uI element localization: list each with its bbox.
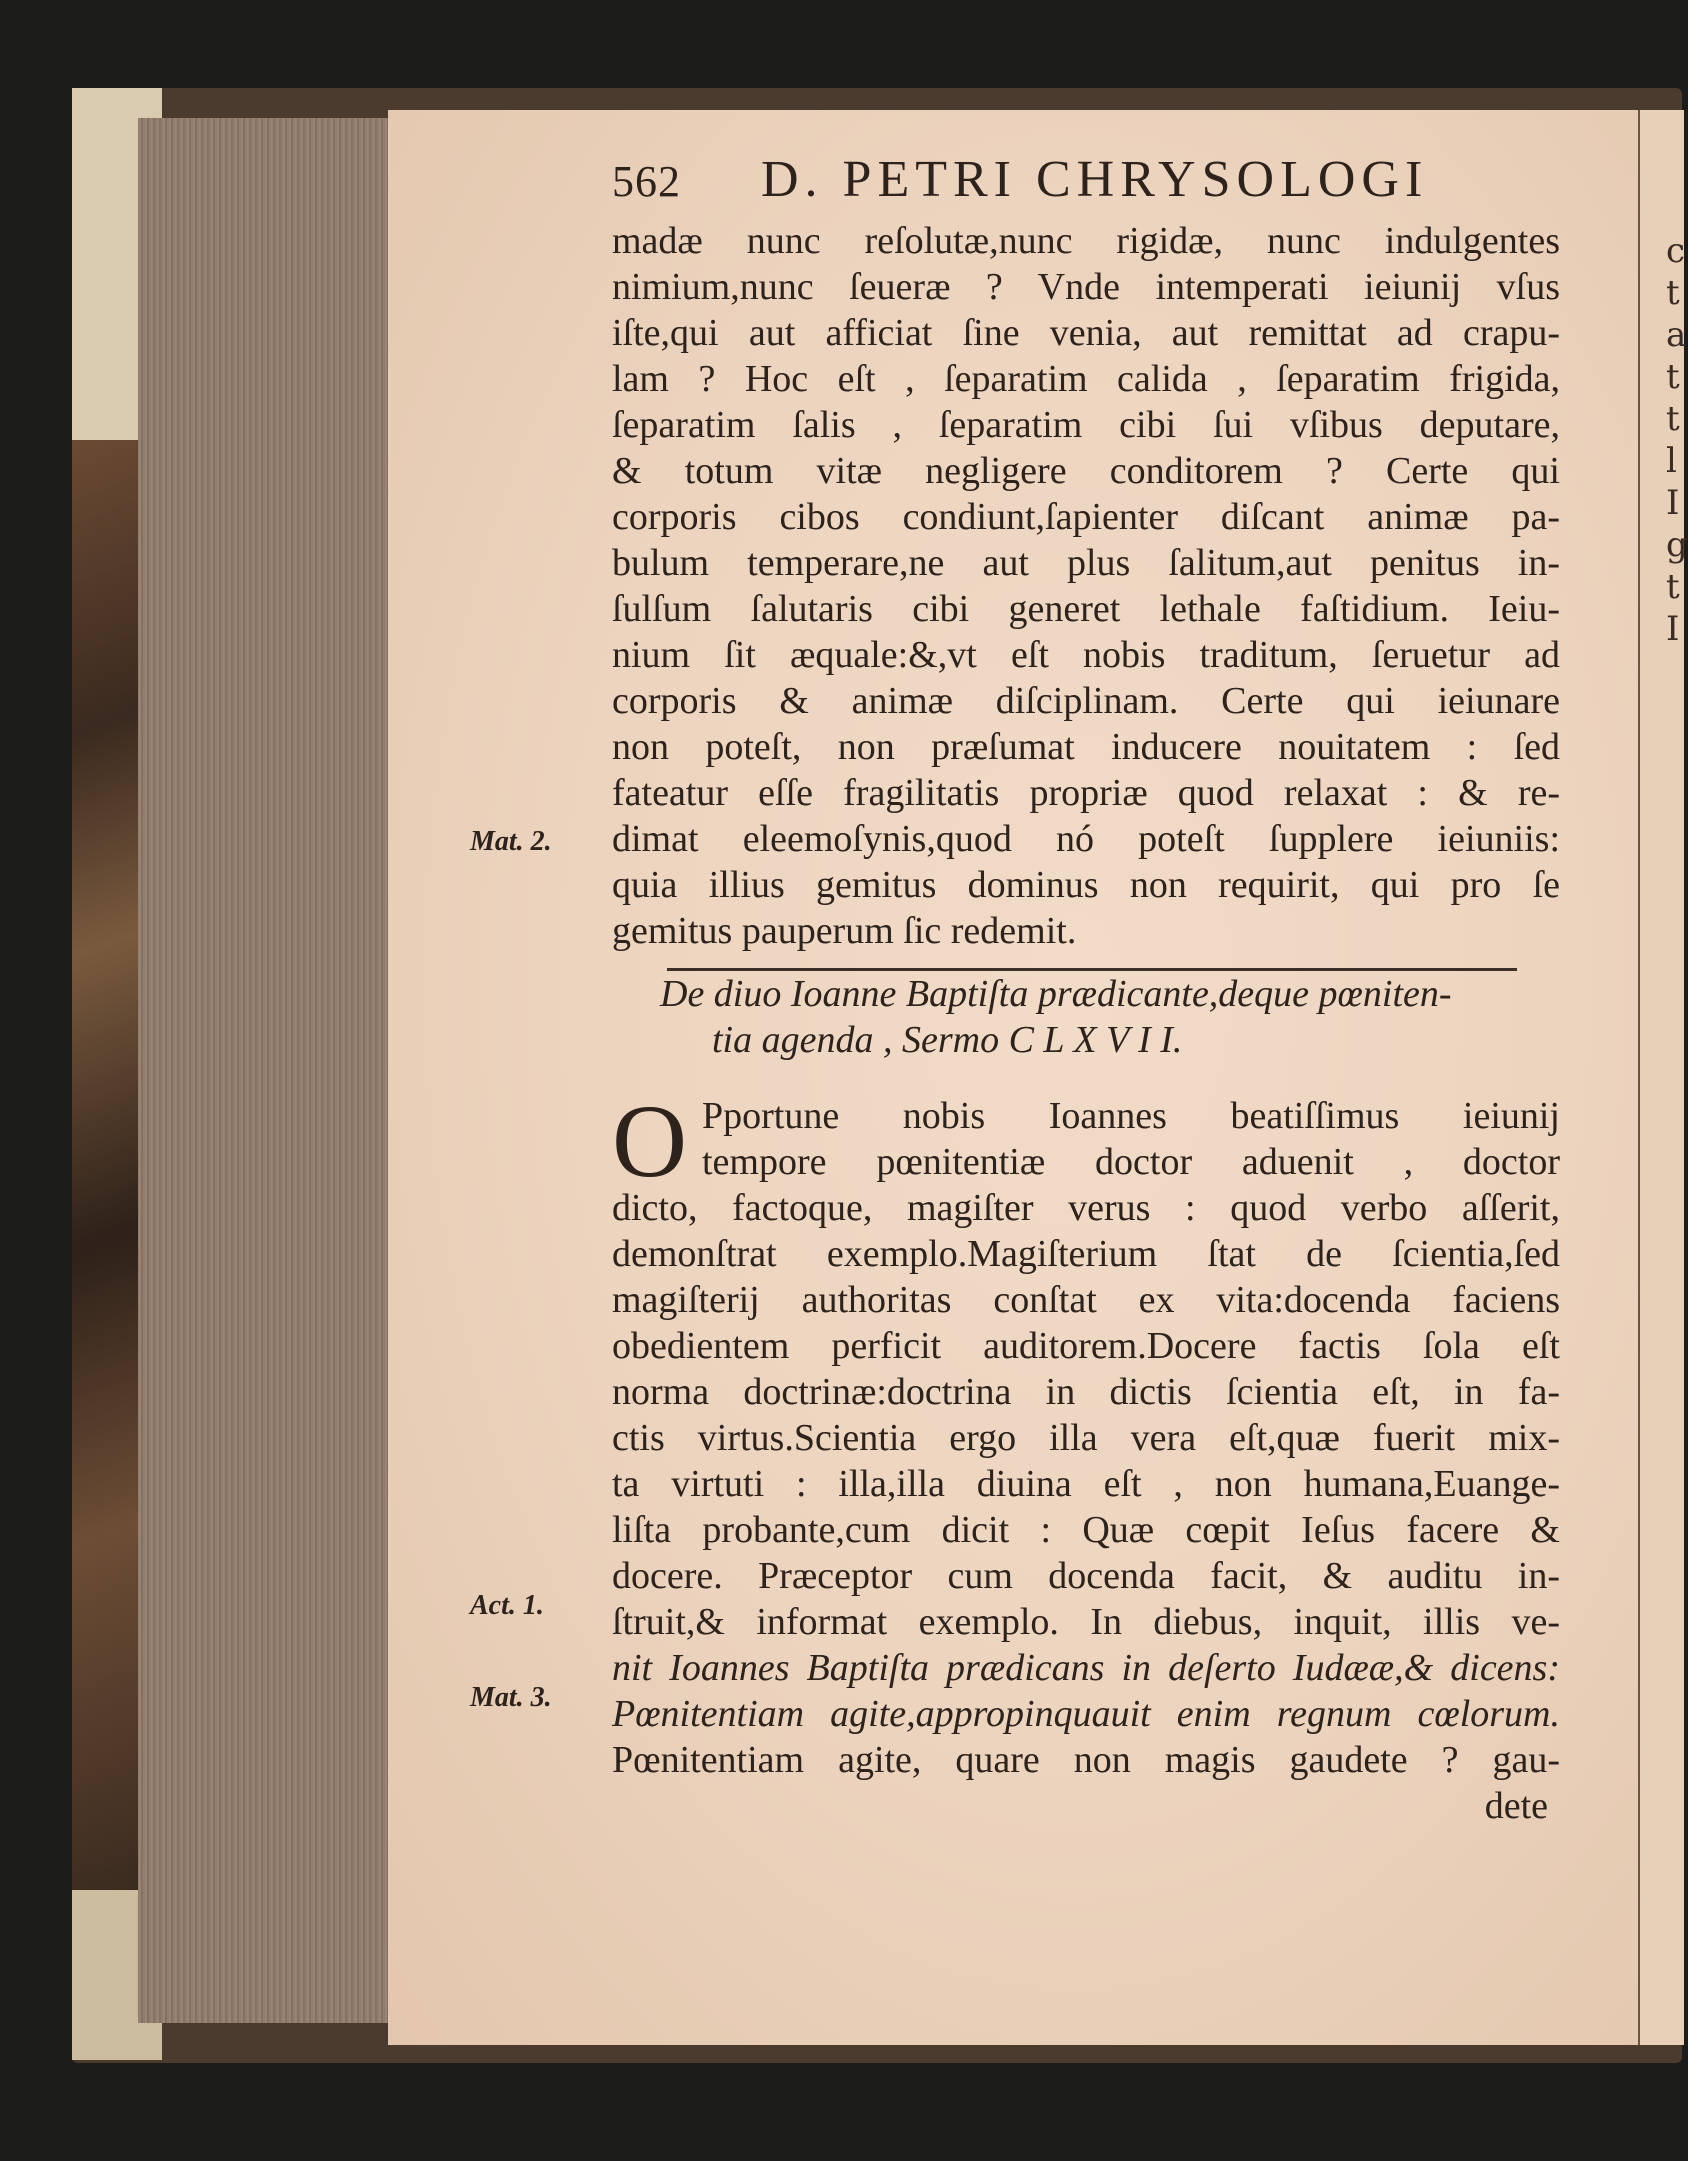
- text-line: gemitus pauperum ſic redemit.: [612, 910, 1077, 952]
- text-line: demonſtrat exemplo.Magiſterium ſtat de ſcientia,ſed: [612, 1233, 1560, 1275]
- margin-note: Mat. 3.: [470, 1682, 552, 1713]
- text-line: docere. Præceptor cum docenda facit, & auditu in-: [612, 1555, 1560, 1597]
- margin-note: Act. 1.: [470, 1590, 544, 1621]
- text-line: ſtruit,& informat exemplo. In diebus, inquit, illis ve-: [612, 1601, 1560, 1643]
- text-line-italic: nit Ioannes Baptiſta prædicans in deſerto Iudææ,& dicens:: [612, 1647, 1560, 1689]
- spacer: [612, 1063, 1560, 1093]
- text-line: nium ſit æquale:&,vt eſt nobis traditum, ſeruetur ad: [612, 634, 1560, 676]
- text-line: dicto, factoque, magiſter verus : quod verbo aſſerit,: [612, 1187, 1560, 1229]
- catchword: dete: [1484, 1785, 1548, 1827]
- paragraph-1: [612, 218, 1560, 954]
- drop-capital: O: [612, 1084, 688, 1199]
- text-line: dimat eleemoſynis,quod nó poteſt ſupplere ieiuniis:: [612, 818, 1560, 860]
- text-line: magiſterij authoritas conſtat ex vita:docenda faciens: [612, 1279, 1560, 1321]
- text-line: liſta probante,cum dicit : Quæ cœpit Ieſus facere &: [612, 1509, 1560, 1551]
- text-line: norma doctrinæ:doctrina in dictis ſcientia eſt, in fa-: [612, 1371, 1560, 1413]
- text-line: iſte,qui aut afficiat ſine venia, aut remittat ad crapu-: [612, 312, 1560, 354]
- sermon-title: [612, 971, 1560, 1063]
- text-line: ſulſum ſalutaris cibi generet lethale faſtidium. Ieiu-: [612, 588, 1560, 630]
- text-line: non poteſt, non præſumat inducere nouitatem : ſed: [612, 726, 1560, 768]
- text-line: madæ nunc reſolutæ,nunc rigidæ, nunc indulgentes: [612, 220, 1560, 262]
- text-line: Pœnitentiam agite, quare non magis gaudete ? gau-: [612, 1739, 1560, 1781]
- text-line: ctis virtus.Scientia ergo illa vera eſt,quæ fuerit mix-: [612, 1417, 1560, 1459]
- text-line: quia illius gemitus dominus non requirit, qui pro ſe: [612, 864, 1560, 906]
- text-line: Pportune nobis Ioannes beatiſſimus ieiunij: [702, 1095, 1560, 1137]
- text-line: fateatur eſſe fragilitatis propriæ quod relaxat : & re-: [612, 772, 1560, 814]
- paragraph-2: [612, 1084, 1560, 1829]
- marbled-board: [72, 440, 142, 1890]
- page-text: [612, 150, 1560, 1829]
- text-line: lam ? Hoc eſt , ſeparatim calida , ſeparatim frigida,: [612, 358, 1560, 400]
- margin-note: Mat. 2.: [470, 826, 552, 857]
- text-line: ta virtuti : illa,illa diuina eſt , non humana,Euange-: [612, 1463, 1560, 1505]
- text-line: obedientem perficit auditorem.Docere factis ſola eſt: [612, 1325, 1560, 1367]
- facing-page-letters: c t a t t l I g t I: [1666, 231, 1688, 649]
- page-edges: [138, 118, 390, 2023]
- sermon-title-line: tia agenda , Sermo C L X V I I.: [712, 1019, 1183, 1061]
- text-line: tempore pœnitentiæ doctor aduenit , doctor: [702, 1141, 1560, 1183]
- text-line: corporis cibos condiunt,ſapienter diſcant animæ pa-: [612, 496, 1560, 538]
- text-line: ſeparatim ſalis , ſeparatim cibi ſui vſibus deputare,: [612, 404, 1560, 446]
- running-header: [612, 150, 1560, 218]
- page-number: 562: [612, 157, 681, 206]
- sermon-title-line: De diuo Ioanne Baptiſta prædicante,deque pœniten-: [660, 973, 1452, 1015]
- running-head-title: D. PETRI CHRYSOLOGI: [761, 151, 1429, 208]
- text-line: nimium,nunc ſeueræ ? Vnde intemperati ieiunij vſus: [612, 266, 1560, 308]
- text-line: corporis & animæ diſciplinam. Certe qui ieiunare: [612, 680, 1560, 722]
- text-line: & totum vitæ negligere conditorem ? Certe qui: [612, 450, 1560, 492]
- text-line: bulum temperare,ne aut plus ſalitum,aut penitus in-: [612, 542, 1560, 584]
- text-line-italic: Pœnitentiam agite,appropinquauit enim regnum cœlorum.: [612, 1693, 1560, 1735]
